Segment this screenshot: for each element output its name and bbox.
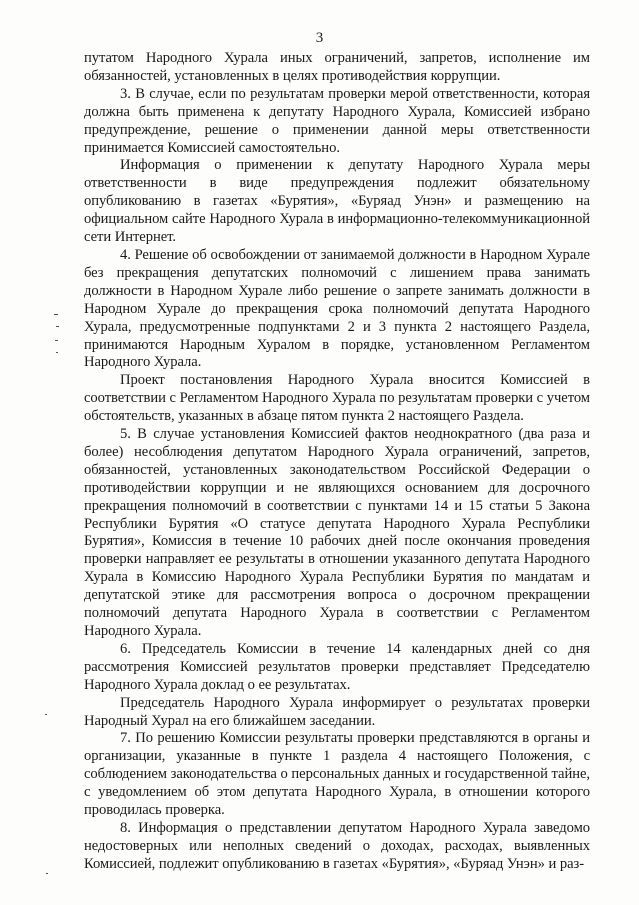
paragraph-item-6: 6. Председатель Комиссии в течение 14 календарных дней со дня рассмотрения Комиссией результатов проверки представляет Председателю Народного Хурала доклад о ее результатах. <box>84 640 590 693</box>
paragraph-item-4: 4. Решение об освобождении от занимаемой должности в Народном Хурале без прекращения депутатских полномочий с лишением права занимать должности в Народном Хурале либо решение о запрете занимать должности в Народном Хурале до прекращения срока полномочий депутата Народного Хурала, предусмотренные подпунктами 2 и 3 пункта 2 настоящего Раздела, принимаются Народным Хуралом в порядке, установленном Регламентом Народного Хурала. <box>84 246 590 371</box>
document-body <box>84 50 590 874</box>
paragraph-warning-publication: Информация о применении к депутату Народного Хурала меры ответственности в виде предупреждения подлежит обязательному опубликованию в газетах «Бурятия», «Буряад Унэн» и размещению на официальном сайте Народного Хурала в информационно-телекоммуникационной сети Интернет. <box>84 157 590 246</box>
scan-artifact-mark <box>45 714 47 715</box>
paragraph-item-8: 8. Информация о представлении депутатом Народного Хурала заведомо недостоверных или неполных сведений о доходах, расходах, выявленных Комиссией, подлежит опубликованию в газетах «Бурятия», «Буряад Унэн» и раз- <box>84 819 590 872</box>
paragraph-chairman-informs: Председатель Народного Хурала информирует о результатах проверки Народный Хурал на его ближайшем заседании. <box>84 694 590 729</box>
scan-artifact-mark <box>56 352 58 353</box>
paragraph-item-7: 7. По решению Комиссии результаты проверки представляются в органы и организации, указанные в пункте 1 раздела 4 настоящего Положения, с соблюдением законодательства о персональных данных и государственной тайне, с уведомлением об этом депутата Народного Хурала, в отношении которого проводилась проверка. <box>84 730 590 819</box>
paragraph-continuation: путатом Народного Хурала иных ограничений, запретов, исполнение им обязанностей, установленных в целях противодействия коррупции. <box>84 50 590 84</box>
scan-artifact-mark <box>46 873 48 874</box>
scan-artifact-mark <box>56 326 59 327</box>
paragraph-item-5: 5. В случае установления Комиссией фактов неоднократного (два раза и более) несоблюдения депутатом Народного Хурала ограничений, запретов, обязанностей, установленных законодательством Российской Федерации о противодействии коррупции и не являющихся основанием для досрочного прекращения полномочий в соответствии с пунктами 14 и 15 статьи 5 Закона Республики Бурятия «О статусе депутата Народного Хурала Республики Бурятия», Комиссия в течение 10 рабочих дней после окончания проведения проверки направляет ее результаты в отношении указанного депутата Народного Хурала в Комиссию Народного Хурала Республики Бурятия по мандатам и депутатской этике для рассмотрения вопроса о досрочном прекращении полномочий депутата Народного Хурала в соответствии с Регламентом Народного Хурала. <box>84 426 590 639</box>
scan-artifact-mark <box>55 340 58 341</box>
paragraph-item-3: 3. В случае, если по результатам проверки мерой ответственности, которая должна быть применена к депутату Народного Хурала, Комиссией избрано предупреждение, решение о применении данной меры ответственности принимается Комиссией самостоятельно. <box>84 85 590 156</box>
page-number: 3 <box>315 30 324 46</box>
paragraph-draft-resolution: Проект постановления Народного Хурала вносится Комиссией в соответствии с Регламентом Народного Хурала по результатам проверки с учетом обстоятельств, указанных в абзаце пятом пункта 2 настоящего Раздела. <box>84 372 590 425</box>
scan-artifact-mark <box>54 314 58 315</box>
